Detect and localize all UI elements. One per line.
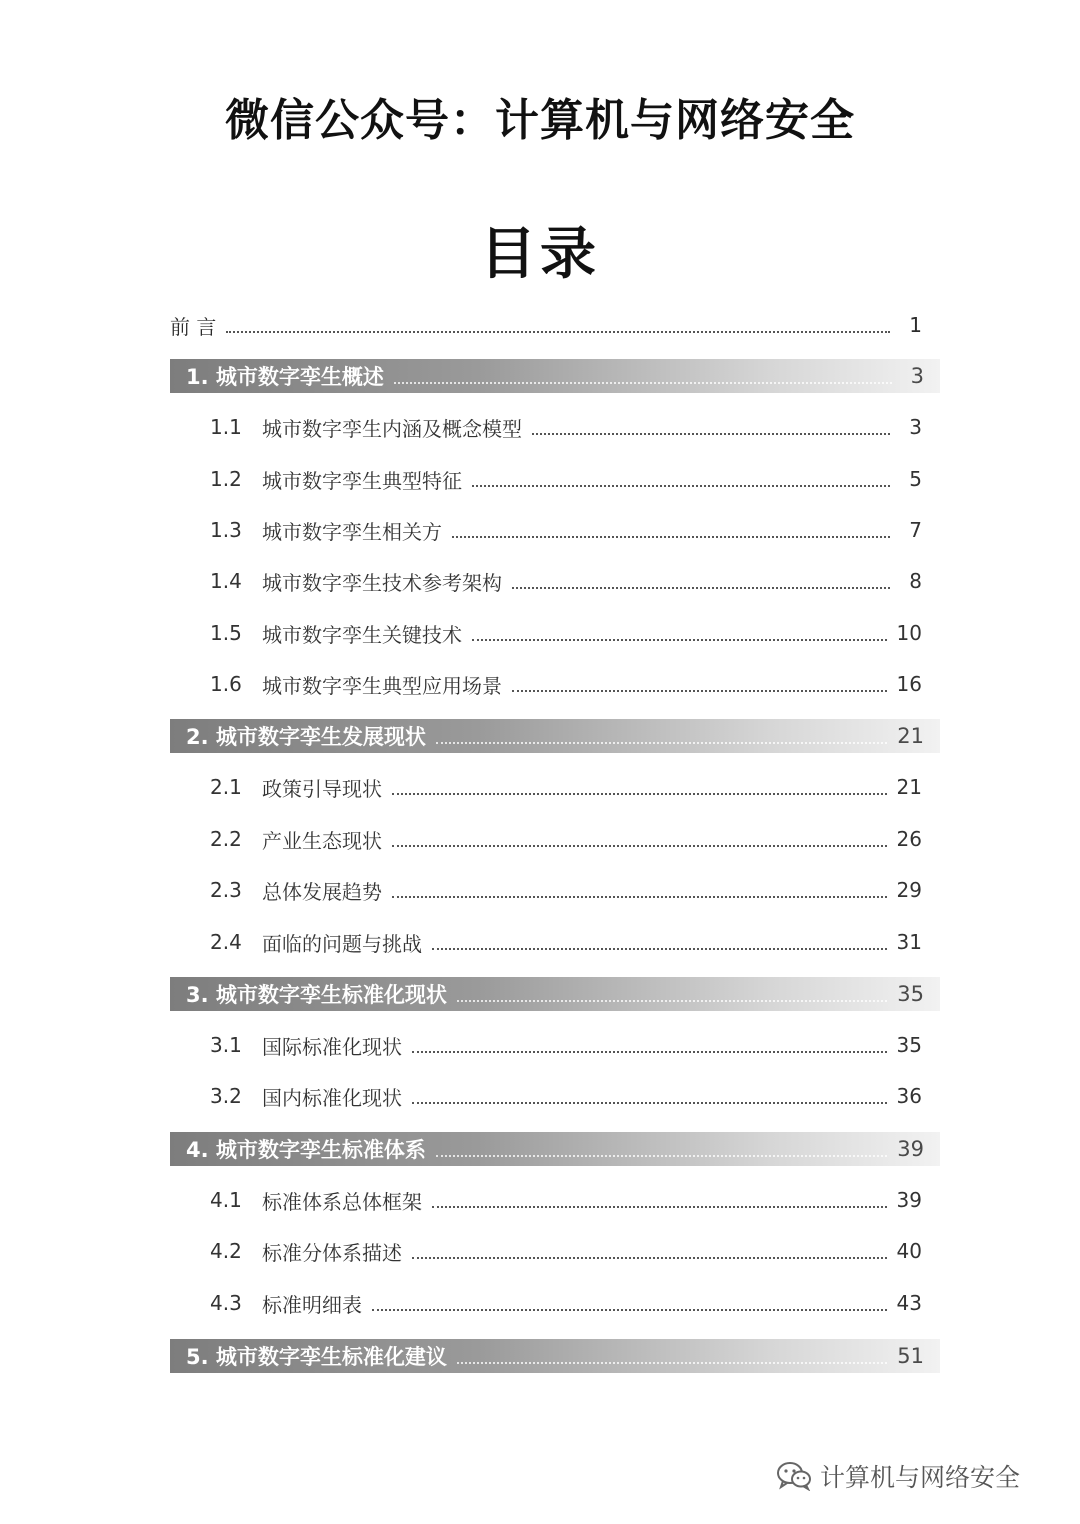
leader-dots	[412, 1257, 887, 1259]
toc-section-number: 1.6	[210, 672, 242, 696]
toc-chapter-label: 5. 城市数字孪生标准化建议	[186, 1345, 447, 1369]
leader-dots	[392, 793, 887, 795]
toc-section-number: 3.1	[210, 1033, 242, 1057]
toc-page-number: 26	[896, 827, 922, 851]
toc-page-number: 3	[910, 364, 924, 388]
leader-dots	[432, 948, 887, 950]
toc-section-2-4[interactable]	[170, 925, 940, 959]
leader-dots	[457, 1000, 887, 1002]
leader-dots	[372, 1309, 887, 1311]
toc-section-4-3[interactable]	[170, 1286, 940, 1320]
leader-dots	[512, 690, 887, 692]
toc-entry-label: 前 言	[170, 314, 217, 339]
toc-section-label: 标准明细表	[262, 1292, 362, 1317]
leader-dots	[472, 639, 887, 641]
toc-section-1-2[interactable]	[170, 462, 940, 496]
toc-page-number: 21	[897, 724, 924, 748]
toc-section-2-3[interactable]	[170, 873, 940, 907]
toc-section-number: 1.5	[210, 621, 242, 645]
toc-section-number: 1.3	[210, 518, 242, 542]
toc-section-label: 城市数字孪生典型应用场景	[262, 673, 502, 698]
toc-section-number: 2.3	[210, 878, 242, 902]
toc-page-number: 21	[896, 775, 922, 799]
toc-section-number: 2.4	[210, 930, 242, 954]
toc-section-3-1[interactable]	[170, 1028, 940, 1062]
toc-section-label: 政策引导现状	[262, 776, 382, 801]
toc-page-number: 51	[897, 1344, 924, 1368]
leader-dots	[512, 587, 890, 589]
toc-section-number: 4.3	[210, 1291, 242, 1315]
toc-section-label: 城市数字孪生内涵及概念模型	[262, 416, 522, 441]
toc-preface[interactable]	[170, 308, 940, 342]
leader-dots	[532, 433, 890, 435]
toc-page-number: 40	[896, 1239, 922, 1263]
toc-chapter-2[interactable]	[170, 719, 940, 753]
toc-section-4-2[interactable]	[170, 1234, 940, 1268]
toc-page-number: 39	[897, 1137, 924, 1161]
toc-section-label: 标准体系总体框架	[262, 1189, 422, 1214]
toc-page-number: 3	[909, 415, 922, 439]
toc-section-label: 国内标准化现状	[262, 1085, 402, 1110]
toc-page-number: 36	[896, 1084, 922, 1108]
toc-section-label: 城市数字孪生关键技术	[262, 622, 462, 647]
toc-page-number: 29	[896, 878, 922, 902]
leader-dots	[412, 1051, 887, 1053]
toc-section-number: 4.1	[210, 1188, 242, 1212]
leader-dots	[457, 1362, 887, 1364]
toc-section-2-1[interactable]	[170, 770, 940, 804]
toc-section-label: 国际标准化现状	[262, 1034, 402, 1059]
toc-page-number: 7	[909, 518, 922, 542]
toc-section-number: 2.1	[210, 775, 242, 799]
leader-dots	[392, 845, 887, 847]
wechat-icon	[776, 1461, 812, 1491]
watermark	[776, 1456, 1020, 1496]
leader-dots	[394, 382, 892, 384]
toc-section-number: 1.2	[210, 467, 242, 491]
toc-section-1-4[interactable]	[170, 564, 940, 598]
toc-chapter-label: 3. 城市数字孪生标准化现状	[186, 983, 447, 1007]
toc-page-number: 10	[896, 621, 922, 645]
toc-page-number: 35	[896, 1033, 922, 1057]
leader-dots	[436, 742, 887, 744]
leader-dots	[436, 1155, 887, 1157]
toc-page-number: 43	[896, 1291, 922, 1315]
leader-dots	[226, 331, 890, 333]
toc-page-number: 31	[896, 930, 922, 954]
toc-section-3-2[interactable]	[170, 1079, 940, 1113]
toc-page-number: 1	[909, 313, 922, 337]
leader-dots	[392, 896, 887, 898]
toc-section-number: 3.2	[210, 1084, 242, 1108]
toc-page-number: 8	[909, 569, 922, 593]
toc-section-label: 面临的问题与挑战	[262, 931, 422, 956]
toc-chapter-5[interactable]	[170, 1339, 940, 1373]
toc-chapter-3[interactable]	[170, 977, 940, 1011]
toc-section-label: 城市数字孪生典型特征	[262, 468, 462, 493]
toc-section-number: 1.1	[210, 415, 242, 439]
toc-chapter-label: 2. 城市数字孪生发展现状	[186, 725, 426, 749]
toc-section-label: 总体发展趋势	[262, 879, 382, 904]
watermark-text: 计算机与网络安全	[820, 1463, 1021, 1492]
toc-section-1-1[interactable]	[170, 410, 940, 444]
toc-section-label: 产业生态现状	[262, 828, 382, 853]
toc-section-number: 1.4	[210, 569, 242, 593]
toc-section-number: 2.2	[210, 827, 242, 851]
toc-section-1-5[interactable]	[170, 616, 940, 650]
toc-chapter-label: 1. 城市数字孪生概述	[186, 365, 384, 389]
leader-dots	[452, 536, 890, 538]
header-title: 微信公众号：计算机与网络安全	[225, 95, 855, 146]
toc-section-1-6[interactable]	[170, 667, 940, 701]
toc-chapter-4[interactable]	[170, 1132, 940, 1166]
toc-section-4-1[interactable]	[170, 1183, 940, 1217]
toc-section-label: 城市数字孪生相关方	[262, 519, 442, 544]
toc-section-1-3[interactable]	[170, 513, 940, 547]
toc-page-number: 16	[896, 672, 922, 696]
toc-section-2-2[interactable]	[170, 822, 940, 856]
leader-dots	[432, 1206, 887, 1208]
toc-page-number: 5	[909, 467, 922, 491]
toc-page-number: 35	[897, 982, 924, 1006]
toc-section-label: 标准分体系描述	[262, 1240, 402, 1265]
leader-dots	[412, 1102, 887, 1104]
toc-section-number: 4.2	[210, 1239, 242, 1263]
toc-section-label: 城市数字孪生技术参考架构	[262, 570, 502, 595]
leader-dots	[472, 485, 890, 487]
toc-page-number: 39	[896, 1188, 922, 1212]
toc-chapter-1[interactable]	[170, 359, 940, 393]
toc-chapter-label: 4. 城市数字孪生标准体系	[186, 1138, 426, 1162]
toc-title: 目录	[480, 221, 600, 287]
